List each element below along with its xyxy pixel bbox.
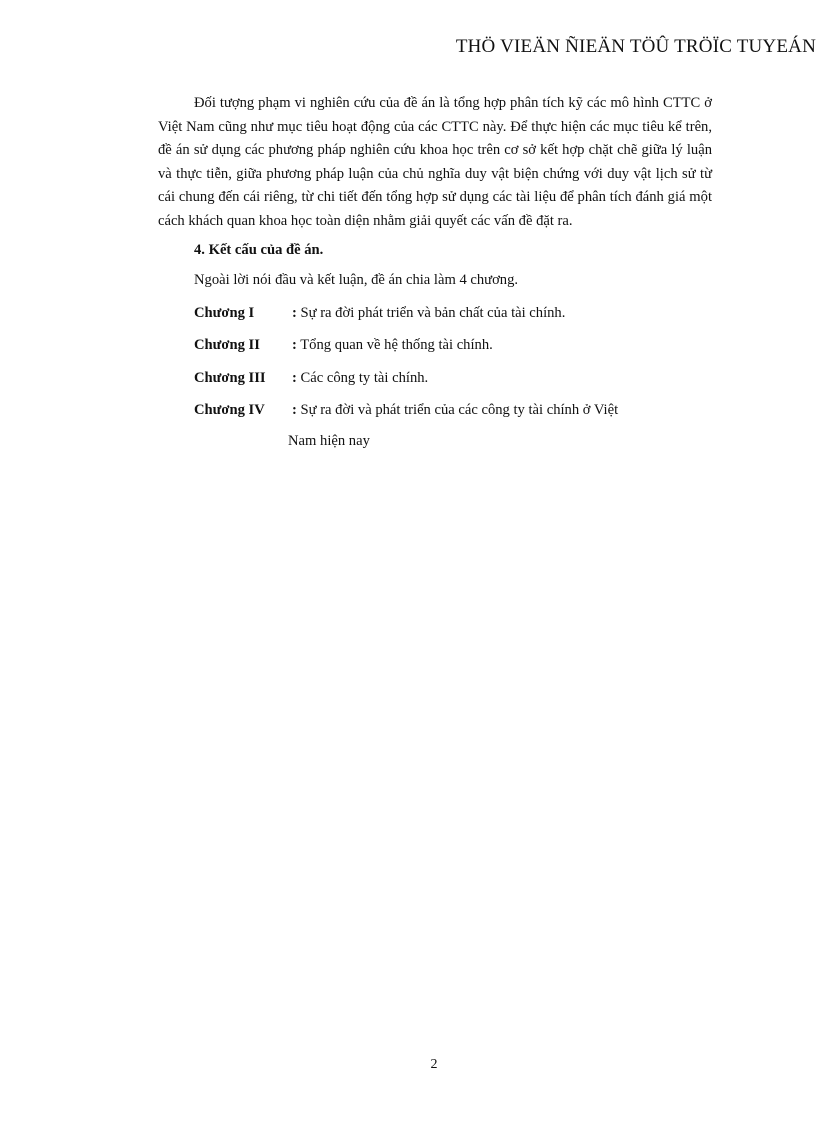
section-heading: 4. Kết cấu của đề án. (194, 242, 324, 258)
intro-line: Ngoài lời nói đầu và kết luận, đề án chia làm 4 chương. (194, 272, 519, 288)
page-number: 2 (430, 1057, 438, 1072)
chapter-row (194, 370, 428, 387)
chapter-label: Chương II (194, 337, 260, 353)
chapter-colon: : (292, 305, 297, 321)
chapter-continuation: Nam hiện nay (288, 433, 370, 449)
chapter-colon: : (292, 337, 297, 353)
chapter-row (194, 337, 493, 354)
chapter-label: Chương III (194, 370, 266, 386)
chapter-title: Sự ra đời và phát triển của các công ty tài chính ở Việt (296, 402, 619, 418)
chapter-title: Tổng quan về hệ thống tài chính. (296, 337, 493, 353)
chapter-row (194, 402, 618, 419)
chapter-label: Chương IV (194, 402, 265, 418)
body-paragraph: Đối tượng phạm vi nghiên cứu của đề án là tổng hợp phân tích kỹ các mô hình CTTC ở Việt Nam cũng như mục tiêu hoạt động của các CTTC này. Để thực hiện các mục tiêu kể trên, đề án sử dụng các phương pháp nghiên cứu khoa học trên cơ sở kết hợp chặt chẽ giữa lý luận và thực tiễn, giữa phương pháp luận của chủ nghĩa duy vật biện chứng với duy vật lịch sử từ cái chung đến cái riêng, từ chi tiết đến tổng hợp sử dụng các tài liệu để phân tích đánh giá một cách khách quan khoa học toàn diện nhằm giải quyết các vấn đề đặt ra. (158, 95, 712, 229)
chapter-title: Các công ty tài chính. (296, 370, 429, 386)
page-header: THÖ VIEÄN ÑIEÄN TÖÛ TRÖÏC TUYEÁN (455, 36, 816, 57)
chapter-colon: : (292, 402, 297, 418)
chapter-colon: : (292, 370, 297, 386)
chapter-row (194, 305, 565, 322)
chapter-label: Chương I (194, 305, 255, 321)
chapter-title: Sự ra đời phát triển và bản chất của tài chính. (296, 305, 566, 321)
